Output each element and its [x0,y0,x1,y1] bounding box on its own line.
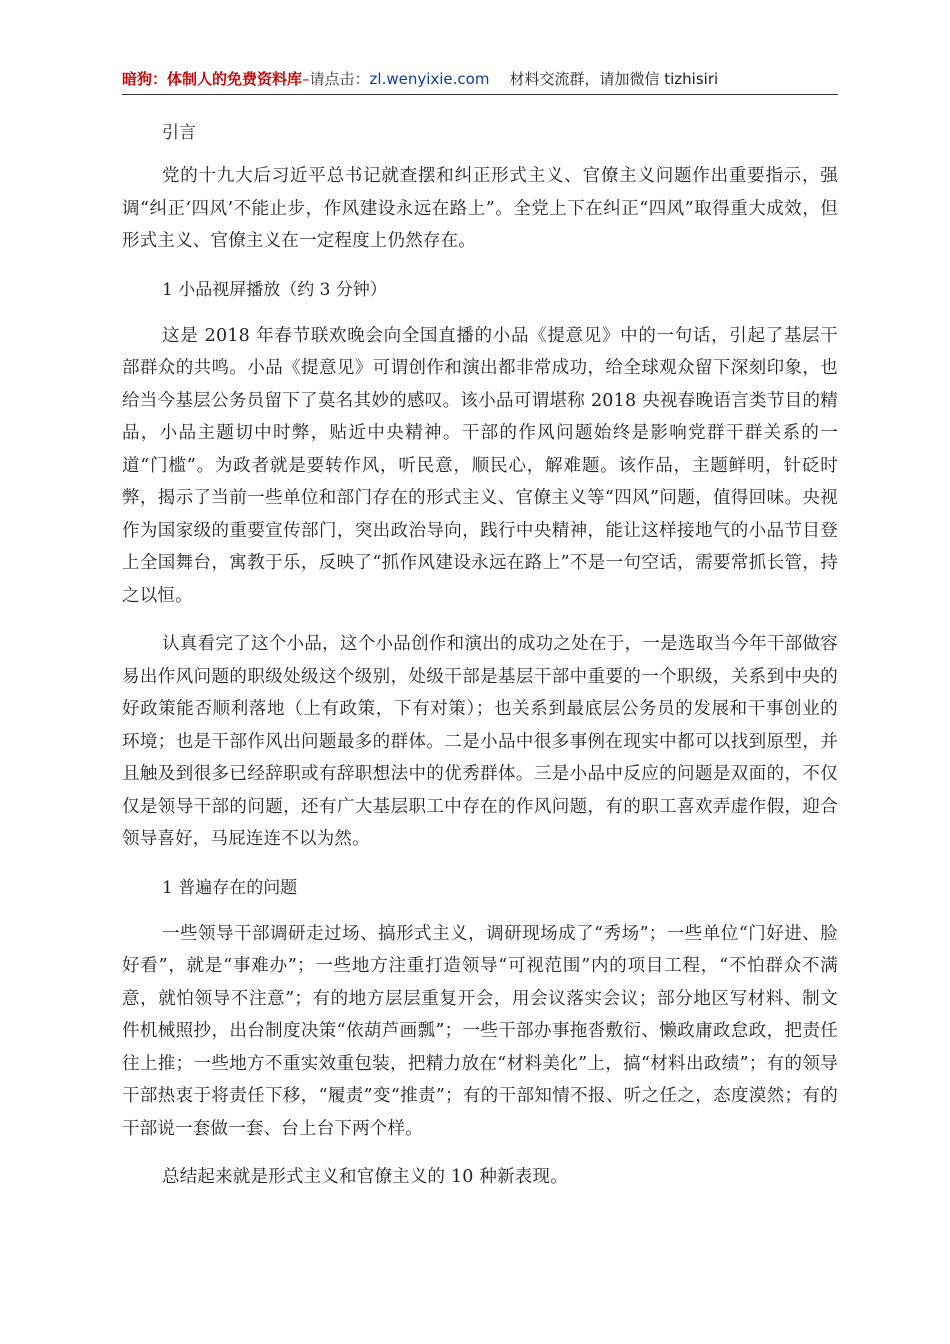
page-header [122,68,838,95]
paragraph-problems: 一些领导干部调研走过场、搞形式主义，调研现场成了“秀场”；一些单位“门好进、脸好看”，就是“事难办”；一些地方注重打造领导“可视范围”内的项目工程，“不怕群众不满意，就怕领导不注意”；有的地方层层重复开会，用会议落实会议；部分地区写材料、制文件机械照抄，出台制度决策“依葫芦画瓢”；一些干部办事拖沓敷衍、懒政庸政怠政，把责任往上推；一些地方不重实效重包装，把精力放在“材料美化”上，搞“材料出政绩”；有的领导干部热衷于将责任下移，“履责”变“推责”；有的干部知情不报、听之任之，态度漠然；有的干部说一套做一套、台上台下两个样。 [122,923,838,1139]
subheading-video: 1 小品视屏播放（约 3 分钟） [162,279,387,300]
paragraph-summary: 总结起来就是形式主义和官僚主义的 10 种新表现。 [162,1167,568,1187]
paragraph-sketch-analysis: 认真看完了这个小品，这个小品创作和演出的成功之处在于，一是选取当今年干部做容易出作风问题的职级处级这个级别，处级干部是基层干部中重要的一个职级，关系到中央的好政策能否顺利落地（上有政策，下有对策）；也关系到最底层公务员的发展和干事创业的环境；也是干部作风出问题最多的群体。二是小品中很多事例在现实中都可以找到原型，并且触及到很多已经辞职或有辞职想法中的优秀群体。三是小品中反应的问题是双面的，不仅仅是领导干部的问题，还有广大基层职工中存在的作风问题，有的职工喜欢弄虚作假，迎合领导喜好，马屁连连不以为然。 [122,634,838,849]
document-body [122,118,838,1210]
header-group-info: 材料交流群，请加微信 tizhisiri [509,70,719,88]
paragraph-intro: 党的十九大后习近平总书记就查摆和纠正形式主义、官僚主义问题作出重要指示，强调“纠正‘四风’不能止步，作风建设永远在路上”。全党上下在纠正“四风”取得重大成效，但形式主义、官僚主义在一定程度上仍然存在。 [122,166,838,251]
section-heading: 引言 [162,123,196,143]
subheading-problems: 1 普遍存在的问题 [162,877,298,898]
header-brand: 暗狗：体制人的免费资料库 [122,70,303,88]
paragraph-sketch-description: 这是 2018 年春节联欢晚会向全国直播的小品《提意见》中的一句话，引起了基层干部群众的共鸣。小品《提意见》可谓创作和演出都非常成功，给全球观众留下深刻印象，也给当今基层公务员留下了莫名其妙的感叹。该小品可谓堪称 2018 央视春晚语言类节目的精品，小品主题切中时弊，贴近中央精神。干部的作风问题始终是影响党群干群关系的一道“门槛”。为政者就是要转作风，听民意，顺民心，解难题。该作品，主题鲜明，针砭时弊，揭示了当前一些单位和部门存在的形式主义、官僚主义等“四风”问题，值得回味。央视作为国家级的重要宣传部门，突出政治导向，践行中央精神，能让这样接地气的小品节目登上全国舞台，寓教于乐，反映了“抓作风建设永远在路上”不是一句空话，需要常抓长管，持之以恒。 [122,325,838,606]
header-link[interactable]: zl.wenyixie.com [369,70,490,88]
header-prompt: 请点击： [309,70,370,88]
header-separator: – [302,70,310,88]
